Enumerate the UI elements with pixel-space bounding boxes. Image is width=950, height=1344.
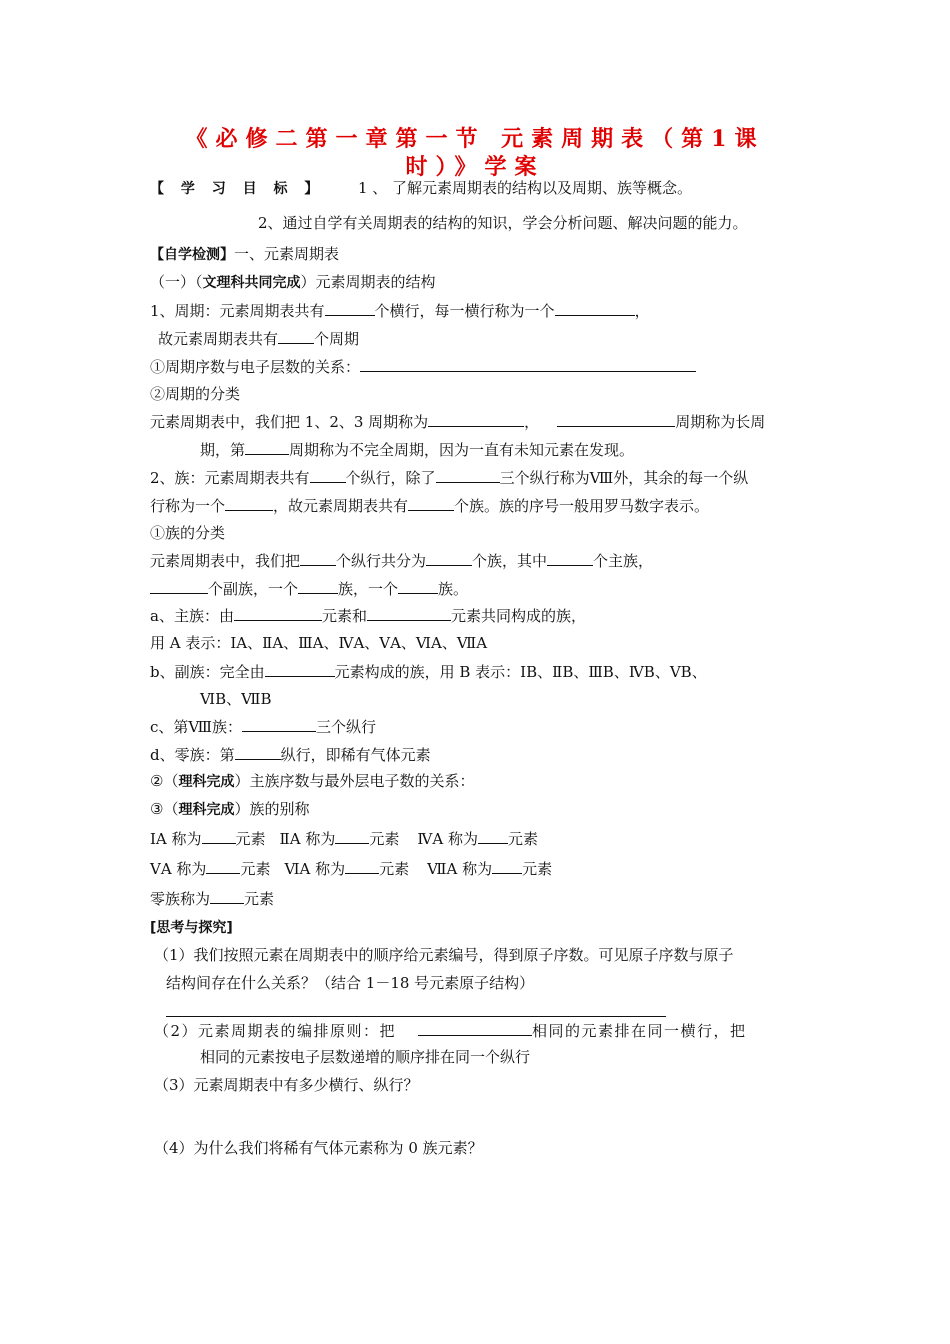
blank bbox=[398, 578, 438, 594]
alias-row-1 bbox=[150, 828, 538, 849]
blank bbox=[492, 858, 522, 874]
science-question-2 bbox=[150, 771, 474, 792]
main-group-line-1 bbox=[150, 605, 586, 626]
text: 1、周期：元素周期表共有 bbox=[150, 302, 325, 320]
blank bbox=[325, 300, 375, 316]
group-line-3: ①族的分类 bbox=[150, 524, 226, 542]
self-check-label: 【自学检测】 bbox=[150, 247, 234, 263]
blank bbox=[557, 411, 675, 427]
text: ⅦA 称为 bbox=[427, 860, 493, 878]
blank bbox=[242, 716, 316, 732]
text: 元素 bbox=[379, 860, 410, 878]
text: 个族，其中 bbox=[472, 552, 548, 570]
text: 个纵行，除了 bbox=[345, 469, 436, 487]
text: 个周期 bbox=[314, 330, 360, 348]
text: ，故元素周期表共有 bbox=[273, 497, 409, 515]
text: 个横行，每一横行称为一个 bbox=[374, 302, 555, 320]
text: ⅡA 称为 bbox=[279, 830, 336, 848]
blank bbox=[436, 467, 500, 483]
blank bbox=[150, 578, 208, 594]
think-question-2a bbox=[154, 1020, 747, 1041]
text: 族，一个 bbox=[338, 580, 399, 598]
text: 元素 bbox=[244, 890, 275, 908]
text: 元素 bbox=[240, 860, 271, 878]
text: 三个纵行 bbox=[316, 718, 377, 736]
alias-row-2 bbox=[150, 858, 552, 879]
blank bbox=[408, 495, 454, 511]
text: 元素构成的族，用 B 表示：ⅠB、ⅡB、ⅢB、ⅣB、ⅤB、 bbox=[334, 663, 707, 681]
blank bbox=[310, 467, 346, 483]
blank bbox=[210, 888, 244, 904]
science-question-3 bbox=[150, 799, 309, 820]
text: 周期称为不完全周期，因为一直有未知元素在发现。 bbox=[289, 441, 635, 459]
think-question-3: （3）元素周期表中有多少横行、纵行？ bbox=[154, 1076, 419, 1094]
blank bbox=[202, 828, 236, 844]
blank bbox=[345, 858, 379, 874]
think-question-4: （4）为什么我们将稀有气体元素称为 0 族元素？ bbox=[154, 1139, 483, 1157]
learning-goals-row bbox=[150, 178, 692, 199]
text: 三个纵行称为Ⅷ外，其余的每一个纵 bbox=[499, 469, 749, 487]
text: 行称为一个 bbox=[150, 497, 226, 515]
text: 纵行，即稀有气体元素 bbox=[280, 746, 431, 764]
blank bbox=[298, 578, 338, 594]
text: ⅠA 称为 bbox=[150, 830, 202, 848]
text: 个纵行共分为 bbox=[336, 552, 427, 570]
period-line-6 bbox=[200, 439, 634, 460]
blank bbox=[206, 858, 240, 874]
goal-item-2: 2、通过自学有关周期表的结构的知识，学会分析问题、解决问题的能力。 bbox=[258, 214, 748, 232]
text: 元素 bbox=[369, 830, 400, 848]
document-title-line-2: 时）》学案 bbox=[405, 154, 545, 180]
blank bbox=[428, 411, 524, 427]
text: ②（ bbox=[150, 772, 179, 790]
group-line-2 bbox=[150, 495, 709, 516]
text: 元素共同构成的族， bbox=[450, 607, 586, 625]
text: a、主族：由 bbox=[150, 607, 234, 625]
self-check-heading bbox=[150, 244, 339, 265]
blank bbox=[335, 828, 369, 844]
blank bbox=[235, 744, 281, 760]
text: 个族。族的序号一般用罗马数字表示。 bbox=[454, 497, 710, 515]
blank bbox=[360, 356, 696, 372]
text: 理科完成 bbox=[178, 774, 235, 790]
text: 元素 bbox=[507, 830, 538, 848]
blank bbox=[478, 828, 508, 844]
think-question-1a: （1）我们按照元素在周期表中的顺序给元素编号，得到原子序数。可见原子序数与原子 bbox=[154, 946, 734, 964]
text: b、副族：完全由 bbox=[150, 663, 265, 681]
document-title-line-1: 《必修二第一章第一节 元素周期表（第1课 bbox=[185, 126, 765, 152]
blank bbox=[225, 495, 273, 511]
think-question-1b: 结构间存在什么关系？（结合 1－18 号元素原子结构） bbox=[166, 974, 535, 992]
group-viii-line bbox=[150, 716, 376, 737]
self-check-text: 一、元素周期表 bbox=[234, 245, 340, 263]
period-line-5 bbox=[150, 411, 765, 432]
blank bbox=[418, 1020, 532, 1036]
text: 元素和 bbox=[321, 607, 367, 625]
period-line-3 bbox=[150, 356, 696, 377]
group-line-5 bbox=[150, 578, 468, 599]
text: ， bbox=[634, 302, 650, 320]
text: 元素周期表中，我们把 bbox=[150, 552, 301, 570]
text: 元素 bbox=[522, 860, 553, 878]
sub-group-line-1 bbox=[150, 661, 707, 682]
text: 相同的元素排在同一横行，把 bbox=[532, 1022, 747, 1040]
part-1-prefix: （一）（ bbox=[150, 273, 203, 291]
part-1-suffix: ）元素周期表的结构 bbox=[300, 273, 436, 291]
text: ⅣA 称为 bbox=[417, 830, 478, 848]
group-line-4 bbox=[150, 550, 653, 571]
text: （2）元素周期表的编排原则：把 bbox=[154, 1022, 397, 1040]
text: 理科完成 bbox=[178, 802, 235, 818]
part-1-bold: 文理科共同完成 bbox=[202, 275, 301, 291]
text: 2、族：元素周期表共有 bbox=[150, 469, 310, 487]
period-line-2 bbox=[158, 328, 359, 349]
period-line-1 bbox=[150, 300, 650, 321]
text: ）主族序数与最外层电子数的关系： bbox=[234, 772, 475, 790]
period-line-4: ②周期的分类 bbox=[150, 385, 241, 403]
text: 元素 bbox=[235, 830, 266, 848]
blank bbox=[555, 300, 635, 316]
answer-line bbox=[166, 1016, 666, 1017]
blank bbox=[367, 605, 451, 621]
think-label: [思考与探究] bbox=[150, 920, 233, 936]
sub-group-line-2: ⅥB、ⅦB bbox=[200, 690, 272, 708]
text: 期，第 bbox=[200, 441, 246, 459]
text: 周期称为长周 bbox=[675, 413, 766, 431]
text: 个副族，一个 bbox=[208, 580, 299, 598]
text: ⅥA 称为 bbox=[284, 860, 346, 878]
blank bbox=[426, 550, 472, 566]
text: 族。 bbox=[438, 580, 469, 598]
text: 元素周期表中，我们把 1、2、3 周期称为 bbox=[150, 413, 429, 431]
learning-goals-label: 【 学 习 目 标 】 bbox=[150, 181, 325, 197]
text: ， bbox=[524, 413, 540, 431]
alias-row-3 bbox=[150, 888, 274, 909]
group-line-1 bbox=[150, 467, 748, 488]
text: c、第Ⅷ族： bbox=[150, 718, 243, 736]
main-group-line-2: 用 A 表示：ⅠA、ⅡA、ⅢA、ⅣA、ⅤA、ⅥA、ⅦA bbox=[150, 634, 488, 652]
part-1-heading bbox=[150, 272, 436, 293]
text: ③（ bbox=[150, 800, 179, 818]
text: ）族的别称 bbox=[234, 800, 310, 818]
text: 个主族， bbox=[593, 552, 654, 570]
blank bbox=[234, 605, 322, 621]
text: ①周期序数与电子层数的关系： bbox=[150, 358, 361, 376]
blank bbox=[300, 550, 336, 566]
think-heading bbox=[150, 917, 233, 938]
blank bbox=[245, 439, 289, 455]
zero-group-line bbox=[150, 744, 431, 765]
blank bbox=[265, 661, 335, 677]
text: d、零族：第 bbox=[150, 746, 235, 764]
goal-item-1: 1 、 了解元素周期表的结构以及周期、族等概念。 bbox=[357, 179, 693, 197]
blank bbox=[278, 328, 314, 344]
text: 零族称为 bbox=[150, 890, 211, 908]
think-question-2b: 相同的元素按电子层数递增的顺序排在同一个纵行 bbox=[200, 1048, 531, 1066]
text: ⅤA 称为 bbox=[150, 860, 207, 878]
text: 故元素周期表共有 bbox=[158, 330, 279, 348]
blank bbox=[547, 550, 593, 566]
